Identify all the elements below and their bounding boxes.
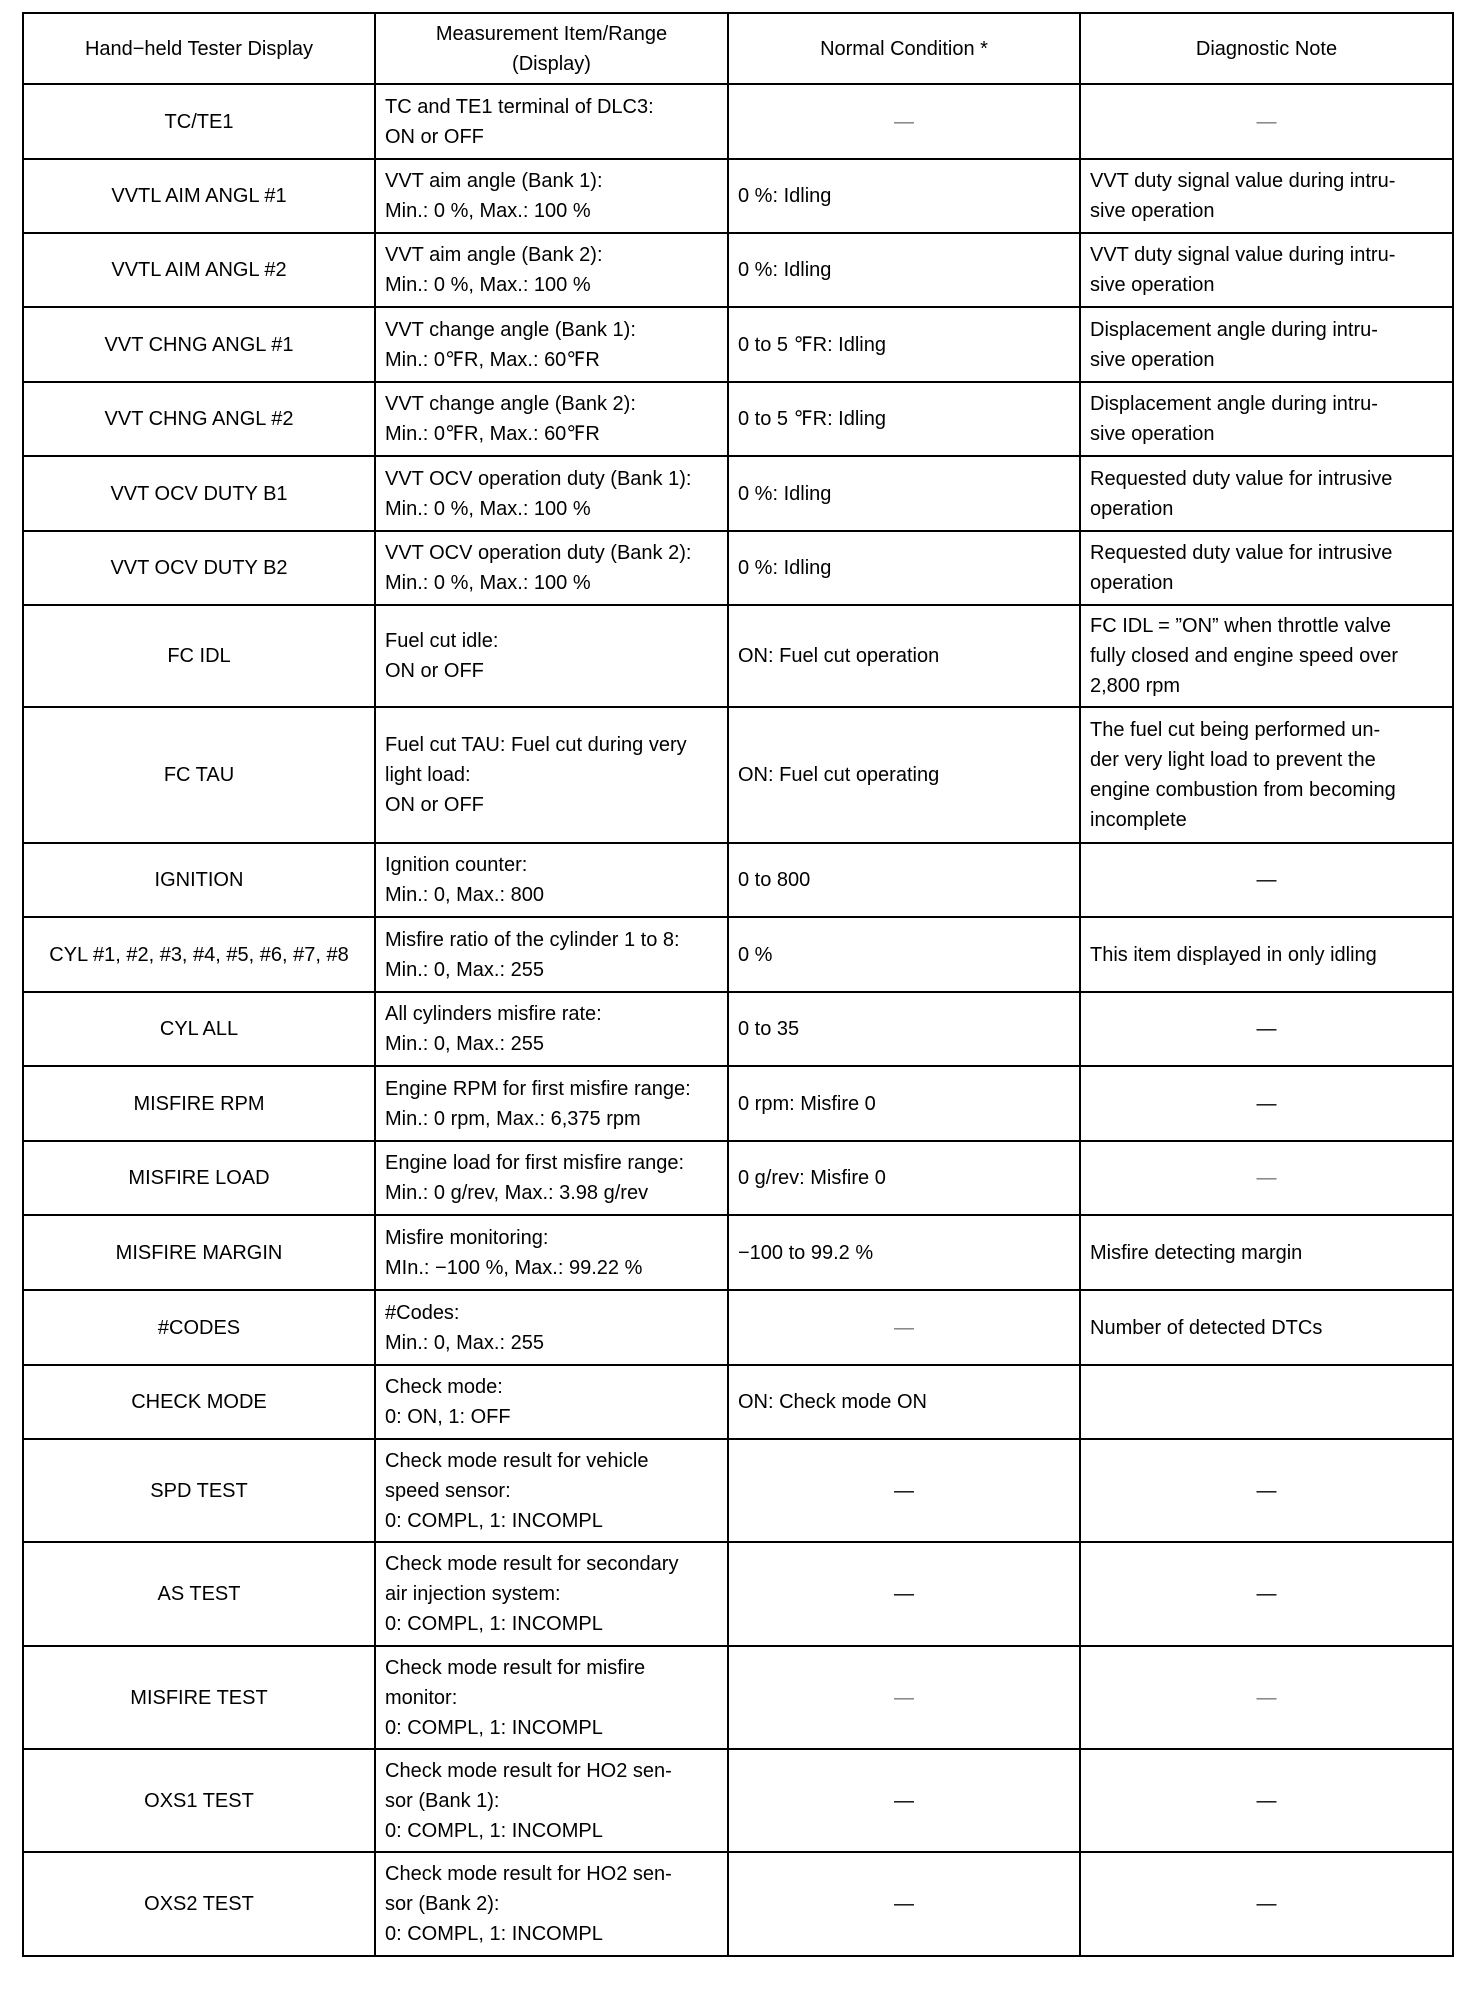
header-normal-condition: Normal Condition * (728, 13, 1080, 84)
cell-tester-display: OXS2 TEST (23, 1852, 375, 1956)
cell-diagnostic-note: — (1080, 992, 1453, 1066)
cell-measurement-range: TC and TE1 terminal of DLC3: ON or OFF (375, 84, 728, 159)
cell-diagnostic-note: FC IDL = ”ON” when throttle valve fully closed and engine speed over 2,800 rpm (1080, 605, 1453, 707)
cell-measurement-range: All cylinders misfire rate: Min.: 0, Max.: 255 (375, 992, 728, 1066)
table-row (23, 531, 1453, 605)
table-row (23, 84, 1453, 159)
cell-normal-condition: 0 g/rev: Misfire 0 (728, 1141, 1080, 1215)
cell-measurement-range: VVT change angle (Bank 1): Min.: 0℉R, Max.: 60℉R (375, 307, 728, 382)
cell-normal-condition: 0 to 800 (728, 843, 1080, 917)
cell-measurement-range: Check mode result for vehicle speed sensor: 0: COMPL, 1: INCOMPL (375, 1439, 728, 1542)
cell-tester-display: CYL #1, #2, #3, #4, #5, #6, #7, #8 (23, 917, 375, 992)
cell-diagnostic-note: Misfire detecting margin (1080, 1215, 1453, 1290)
cell-measurement-range: Check mode result for HO2 sen- sor (Bank 1): 0: COMPL, 1: INCOMPL (375, 1749, 728, 1852)
cell-diagnostic-note: Displacement angle during intru- sive operation (1080, 382, 1453, 456)
cell-measurement-range: Check mode result for misfire monitor: 0: COMPL, 1: INCOMPL (375, 1646, 728, 1749)
cell-measurement-range: Engine load for first misfire range: Min.: 0 g/rev, Max.: 3.98 g/rev (375, 1141, 728, 1215)
cell-tester-display: FC IDL (23, 605, 375, 707)
table-row (23, 992, 1453, 1066)
table-row (23, 1646, 1453, 1749)
cell-tester-display: MISFIRE LOAD (23, 1141, 375, 1215)
table-row (23, 1749, 1453, 1852)
cell-measurement-range: Fuel cut TAU: Fuel cut during very light load: ON or OFF (375, 707, 728, 843)
cell-diagnostic-note: Requested duty value for intrusive operation (1080, 531, 1453, 605)
table-row (23, 917, 1453, 992)
cell-diagnostic-note: The fuel cut being performed un- der very light load to prevent the engine combustion from becoming incomplete (1080, 707, 1453, 843)
table-row (23, 1852, 1453, 1956)
cell-normal-condition: — (728, 1646, 1080, 1749)
header-row (23, 13, 1453, 84)
table-row (23, 843, 1453, 917)
cell-diagnostic-note: — (1080, 1646, 1453, 1749)
cell-measurement-range: VVT OCV operation duty (Bank 1): Min.: 0 %, Max.: 100 % (375, 456, 728, 531)
cell-normal-condition: 0 to 35 (728, 992, 1080, 1066)
cell-diagnostic-note: VVT duty signal value during intru- sive operation (1080, 159, 1453, 233)
cell-normal-condition: −100 to 99.2 % (728, 1215, 1080, 1290)
cell-tester-display: OXS1 TEST (23, 1749, 375, 1852)
data-list-sheet (22, 12, 1452, 1957)
cell-tester-display: TC/TE1 (23, 84, 375, 159)
cell-tester-display: VVT CHNG ANGL #1 (23, 307, 375, 382)
cell-normal-condition: — (728, 1542, 1080, 1646)
table-row (23, 1215, 1453, 1290)
cell-tester-display: MISFIRE MARGIN (23, 1215, 375, 1290)
cell-diagnostic-note: — (1080, 1439, 1453, 1542)
cell-measurement-range: Fuel cut idle: ON or OFF (375, 605, 728, 707)
table-row (23, 1290, 1453, 1365)
cell-diagnostic-note: Number of detected DTCs (1080, 1290, 1453, 1365)
cell-normal-condition: 0 %: Idling (728, 233, 1080, 307)
cell-tester-display: MISFIRE RPM (23, 1066, 375, 1141)
cell-measurement-range: Check mode: 0: ON, 1: OFF (375, 1365, 728, 1439)
cell-normal-condition: 0 to 5 ℉R: Idling (728, 382, 1080, 456)
cell-normal-condition: ON: Check mode ON (728, 1365, 1080, 1439)
table-row (23, 307, 1453, 382)
cell-diagnostic-note: — (1080, 1749, 1453, 1852)
header-tester-display: Hand−held Tester Display (23, 13, 375, 84)
table-row (23, 707, 1453, 843)
cell-measurement-range: VVT aim angle (Bank 1): Min.: 0 %, Max.: 100 % (375, 159, 728, 233)
table-row (23, 1066, 1453, 1141)
cell-diagnostic-note: Requested duty value for intrusive operation (1080, 456, 1453, 531)
cell-normal-condition: 0 %: Idling (728, 456, 1080, 531)
cell-tester-display: AS TEST (23, 1542, 375, 1646)
cell-normal-condition: — (728, 1439, 1080, 1542)
cell-normal-condition: — (728, 1749, 1080, 1852)
cell-tester-display: IGNITION (23, 843, 375, 917)
cell-measurement-range: Ignition counter: Min.: 0, Max.: 800 (375, 843, 728, 917)
table-row (23, 456, 1453, 531)
cell-tester-display: CHECK MODE (23, 1365, 375, 1439)
cell-tester-display: VVT OCV DUTY B1 (23, 456, 375, 531)
header-diagnostic-note: Diagnostic Note (1080, 13, 1453, 84)
cell-normal-condition: 0 % (728, 917, 1080, 992)
cell-normal-condition: 0 rpm: Misfire 0 (728, 1066, 1080, 1141)
cell-normal-condition: ON: Fuel cut operation (728, 605, 1080, 707)
cell-tester-display: MISFIRE TEST (23, 1646, 375, 1749)
cell-tester-display: VVTL AIM ANGL #2 (23, 233, 375, 307)
cell-tester-display: CYL ALL (23, 992, 375, 1066)
cell-measurement-range: Check mode result for secondary air injection system: 0: COMPL, 1: INCOMPL (375, 1542, 728, 1646)
table-row (23, 605, 1453, 707)
table-row (23, 1439, 1453, 1542)
cell-normal-condition: 0 to 5 ℉R: Idling (728, 307, 1080, 382)
cell-diagnostic-note: — (1080, 1852, 1453, 1956)
cell-tester-display: VVT CHNG ANGL #2 (23, 382, 375, 456)
cell-normal-condition: 0 %: Idling (728, 159, 1080, 233)
cell-measurement-range: #Codes: Min.: 0, Max.: 255 (375, 1290, 728, 1365)
cell-tester-display: #CODES (23, 1290, 375, 1365)
table-row (23, 233, 1453, 307)
cell-tester-display: FC TAU (23, 707, 375, 843)
cell-measurement-range: VVT change angle (Bank 2): Min.: 0℉R, Max.: 60℉R (375, 382, 728, 456)
cell-measurement-range: Misfire monitoring: MIn.: −100 %, Max.: 99.22 % (375, 1215, 728, 1290)
table-row (23, 382, 1453, 456)
cell-normal-condition: — (728, 84, 1080, 159)
table-row (23, 1542, 1453, 1646)
data-list-table (22, 12, 1454, 1957)
cell-diagnostic-note: VVT duty signal value during intru- sive operation (1080, 233, 1453, 307)
cell-diagnostic-note: — (1080, 1141, 1453, 1215)
cell-tester-display: VVT OCV DUTY B2 (23, 531, 375, 605)
cell-diagnostic-note (1080, 1365, 1453, 1439)
cell-tester-display: SPD TEST (23, 1439, 375, 1542)
cell-measurement-range: Engine RPM for first misfire range: Min.: 0 rpm, Max.: 6,375 rpm (375, 1066, 728, 1141)
cell-measurement-range: VVT aim angle (Bank 2): Min.: 0 %, Max.: 100 % (375, 233, 728, 307)
cell-diagnostic-note: Displacement angle during intru- sive operation (1080, 307, 1453, 382)
cell-diagnostic-note: — (1080, 843, 1453, 917)
cell-measurement-range: Misfire ratio of the cylinder 1 to 8: Min.: 0, Max.: 255 (375, 917, 728, 992)
cell-normal-condition: ON: Fuel cut operating (728, 707, 1080, 843)
cell-diagnostic-note: — (1080, 1066, 1453, 1141)
cell-normal-condition: — (728, 1290, 1080, 1365)
cell-measurement-range: VVT OCV operation duty (Bank 2): Min.: 0 %, Max.: 100 % (375, 531, 728, 605)
cell-diagnostic-note: — (1080, 84, 1453, 159)
cell-normal-condition: 0 %: Idling (728, 531, 1080, 605)
table-row (23, 159, 1453, 233)
cell-normal-condition: — (728, 1852, 1080, 1956)
cell-diagnostic-note: — (1080, 1542, 1453, 1646)
table-row (23, 1365, 1453, 1439)
cell-measurement-range: Check mode result for HO2 sen- sor (Bank 2): 0: COMPL, 1: INCOMPL (375, 1852, 728, 1956)
cell-tester-display: VVTL AIM ANGL #1 (23, 159, 375, 233)
cell-diagnostic-note: This item displayed in only idling (1080, 917, 1453, 992)
table-body (23, 84, 1453, 1956)
header-measurement-item: Measurement Item/Range (Display) (375, 13, 728, 84)
table-row (23, 1141, 1453, 1215)
